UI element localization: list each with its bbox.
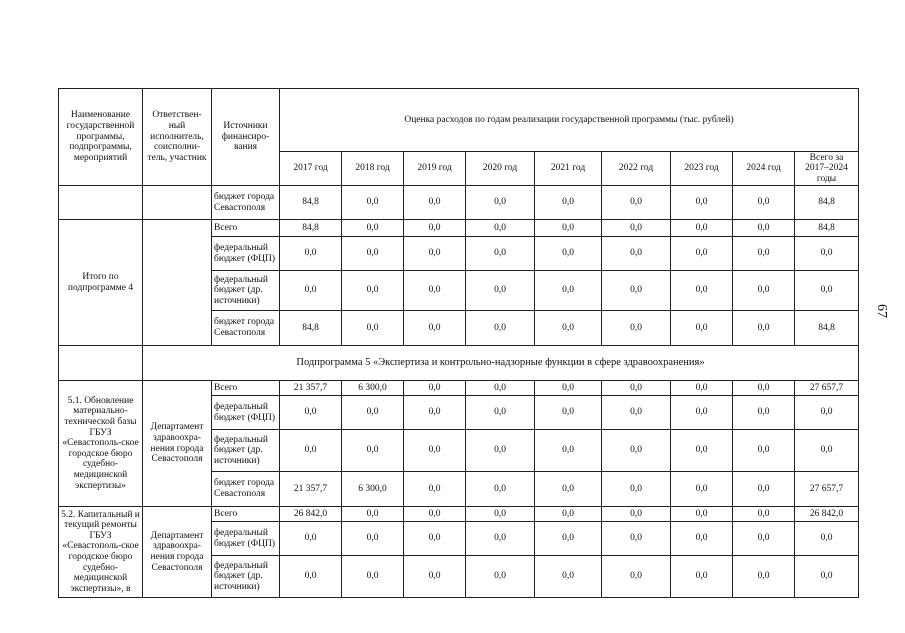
header-source: Источники финансиро-вания [212,89,280,186]
table-row [59,220,859,237]
value-cell: 0,0 [671,311,733,346]
value-cell: 0,0 [404,472,466,507]
value-cell: 0,0 [404,220,466,237]
value-cell: 0,0 [466,507,535,522]
header-estimate: Оценка расходов по годам реализации государственной программы (тыс. рублей) [280,89,859,152]
source-cell: федеральный бюджет (ФЦП) [212,396,280,430]
value-cell: 0,0 [535,311,602,346]
value-cell: 0,0 [404,271,466,311]
value-cell: 0,0 [671,237,733,271]
table-row [59,186,859,220]
value-cell: 0,0 [404,237,466,271]
value-cell: 0,0 [733,396,795,430]
value-cell: 6 300,0 [342,472,404,507]
value-cell: 84,8 [795,186,859,220]
value-cell: 0,0 [466,237,535,271]
value-cell: 0,0 [671,381,733,396]
value-cell: 0,0 [733,472,795,507]
value-cell: 84,8 [280,311,342,346]
value-cell: 0,0 [602,430,671,472]
value-cell: 0,0 [404,556,466,598]
value-cell: 0,0 [342,430,404,472]
header-executor: Ответствен-ный исполнитель, соисполни-тель, участник [143,89,212,186]
value-cell: 0,0 [404,186,466,220]
value-cell: 27 657,7 [795,381,859,396]
value-cell: 0,0 [733,430,795,472]
value-cell: 84,8 [280,186,342,220]
value-cell: 0,0 [280,556,342,598]
value-cell: 0,0 [342,522,404,556]
value-cell: 0,0 [535,522,602,556]
value-cell: 0,0 [280,396,342,430]
table-row [59,507,859,522]
value-cell: 0,0 [404,396,466,430]
value-cell: 0,0 [535,507,602,522]
value-cell: 0,0 [466,556,535,598]
value-cell: 0,0 [602,472,671,507]
value-cell: 0,0 [602,396,671,430]
value-cell: 26 842,0 [795,507,859,522]
value-cell: 0,0 [795,271,859,311]
value-cell: 0,0 [404,507,466,522]
value-cell: 0,0 [733,507,795,522]
value-cell: 0,0 [535,381,602,396]
source-cell: Всего [212,507,280,522]
value-cell: 0,0 [535,396,602,430]
empty-cell [59,346,143,381]
executor-cell: Департамент здравоохра-нения города Севастополя [143,381,212,507]
value-cell: 0,0 [535,556,602,598]
source-cell: бюджет города Севастополя [212,186,280,220]
value-cell: 0,0 [535,220,602,237]
value-cell: 0,0 [342,186,404,220]
source-cell: федеральный бюджет (ФЦП) [212,237,280,271]
value-cell: 84,8 [280,220,342,237]
value-cell: 0,0 [733,186,795,220]
value-cell: 0,0 [671,522,733,556]
value-cell: 0,0 [280,237,342,271]
value-cell: 0,0 [671,271,733,311]
value-cell: 0,0 [280,522,342,556]
value-cell: 0,0 [342,396,404,430]
empty-cell [143,220,212,346]
value-cell: 0,0 [795,396,859,430]
header-year: 2019 год [404,152,466,186]
header-total: Всего за 2017–2024 годы [795,152,859,186]
value-cell: 0,0 [733,522,795,556]
value-cell: 0,0 [671,186,733,220]
value-cell: 0,0 [535,271,602,311]
value-cell: 0,0 [733,381,795,396]
value-cell: 0,0 [795,522,859,556]
value-cell: 26 842,0 [280,507,342,522]
header-year: 2020 год [466,152,535,186]
value-cell: 0,0 [404,430,466,472]
budget-table [58,88,859,598]
value-cell: 0,0 [535,237,602,271]
value-cell: 0,0 [671,556,733,598]
source-cell: федеральный бюджет (др. источники) [212,556,280,598]
value-cell: 0,0 [795,237,859,271]
header-year: 2021 год [535,152,602,186]
value-cell: 0,0 [404,522,466,556]
value-cell: 0,0 [602,186,671,220]
value-cell: 0,0 [466,220,535,237]
value-cell: 0,0 [466,472,535,507]
header-year: 2023 год [671,152,733,186]
header-year: 2018 год [342,152,404,186]
value-cell: 0,0 [795,430,859,472]
source-cell: федеральный бюджет (др. источники) [212,271,280,311]
value-cell: 0,0 [602,507,671,522]
value-cell: 0,0 [404,311,466,346]
value-cell: 0,0 [733,271,795,311]
subprogram-row [59,346,859,381]
source-cell: федеральный бюджет (др. источники) [212,430,280,472]
value-cell: 0,0 [602,271,671,311]
value-cell: 84,8 [795,220,859,237]
value-cell: 0,0 [602,522,671,556]
source-cell: бюджет города Севастополя [212,472,280,507]
value-cell: 0,0 [535,430,602,472]
value-cell: 0,0 [404,381,466,396]
page-number: 67 [874,304,889,318]
value-cell: 0,0 [466,271,535,311]
value-cell: 0,0 [602,237,671,271]
empty-cell [143,186,212,220]
value-cell: 27 657,7 [795,472,859,507]
measure-name: 5.1. Обновление материально-технической базы ГБУЗ «Севастополь-ское городское бюро судебно-медицинской экспертизы» [59,381,143,507]
value-cell: 0,0 [671,396,733,430]
value-cell: 0,0 [671,507,733,522]
itogo-label: Итого по подпрограмме 4 [59,220,143,346]
empty-cell [59,186,143,220]
value-cell: 0,0 [671,220,733,237]
value-cell: 0,0 [280,430,342,472]
value-cell: 0,0 [342,220,404,237]
value-cell: 0,0 [466,396,535,430]
value-cell: 0,0 [602,381,671,396]
value-cell: 0,0 [342,237,404,271]
value-cell: 0,0 [280,271,342,311]
value-cell: 0,0 [733,311,795,346]
value-cell: 84,8 [795,311,859,346]
value-cell: 0,0 [733,556,795,598]
source-cell: федеральный бюджет (ФЦП) [212,522,280,556]
value-cell: 6 300,0 [342,381,404,396]
value-cell: 0,0 [466,430,535,472]
value-cell: 0,0 [671,472,733,507]
value-cell: 0,0 [342,271,404,311]
value-cell: 0,0 [602,311,671,346]
value-cell: 21 357,7 [280,381,342,396]
executor-cell: Департамент здравоохра-нения города Севастополя [143,507,212,598]
header-row-1 [59,89,859,152]
value-cell: 0,0 [602,220,671,237]
subprogram-title: Подпрограмма 5 «Экспертиза и контрольно-надзорные функции в сфере здравоохранения» [143,346,859,381]
value-cell: 0,0 [342,556,404,598]
header-year: 2022 год [602,152,671,186]
source-cell: бюджет города Севастополя [212,311,280,346]
value-cell: 0,0 [342,311,404,346]
value-cell: 0,0 [466,522,535,556]
source-cell: Всего [212,381,280,396]
value-cell: 0,0 [535,186,602,220]
value-cell: 0,0 [795,556,859,598]
value-cell: 0,0 [466,311,535,346]
value-cell: 0,0 [733,220,795,237]
source-cell: Всего [212,220,280,237]
value-cell: 0,0 [342,507,404,522]
value-cell: 0,0 [466,186,535,220]
value-cell: 0,0 [535,472,602,507]
header-name: Наименование государственной программы, подпрограммы, мероприятий [59,89,143,186]
header-year: 2017 год [280,152,342,186]
header-year: 2024 год [733,152,795,186]
value-cell: 0,0 [733,237,795,271]
measure-name: 5.2. Капитальный и текущий ремонты ГБУЗ «Севастополь-ское городское бюро судебно-медицинской экспертизы», в [59,507,143,598]
value-cell: 0,0 [671,430,733,472]
value-cell: 0,0 [466,381,535,396]
value-cell: 0,0 [602,556,671,598]
table-row [59,381,859,396]
value-cell: 21 357,7 [280,472,342,507]
